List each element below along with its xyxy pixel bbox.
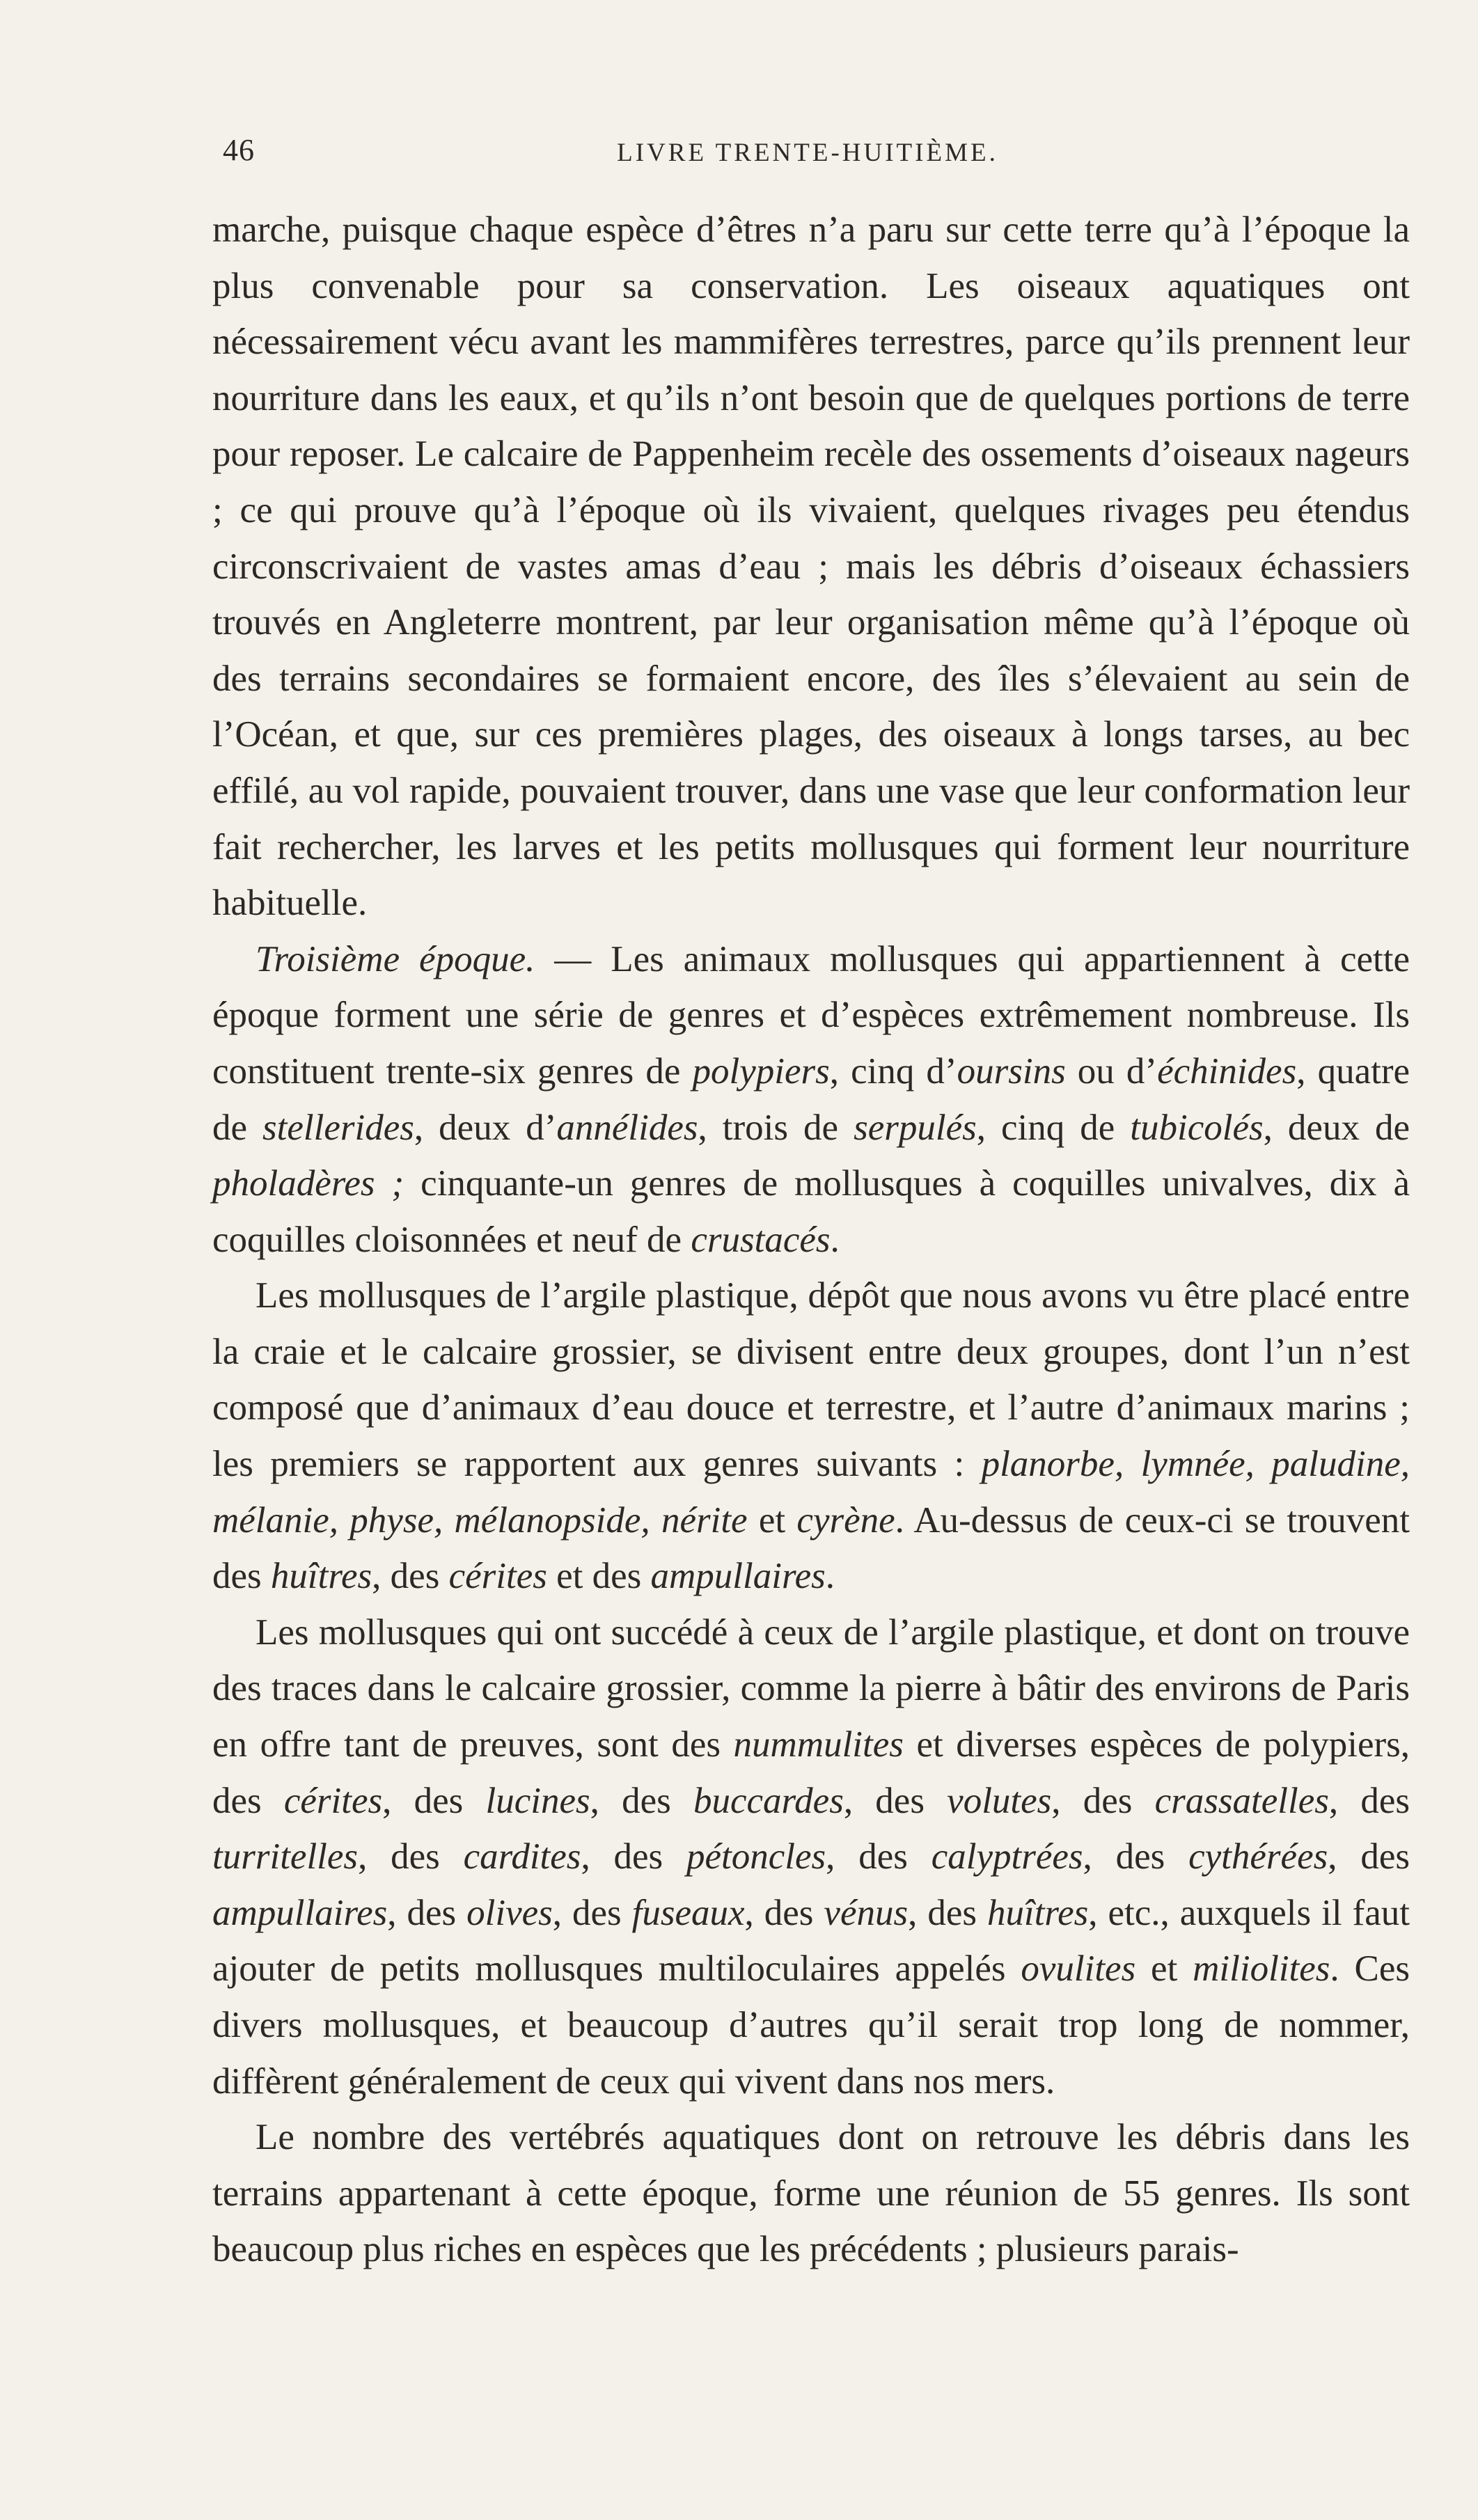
text-run: , des xyxy=(908,1892,987,1933)
taxon-term: cyrène xyxy=(796,1499,895,1541)
taxon-term: planorbe, lymnée, paludine, mélanie, physe, mélanopside, nérite xyxy=(212,1444,1410,1541)
text-run: , deux d’ xyxy=(414,1107,557,1148)
taxon-term: cythérées xyxy=(1188,1836,1328,1877)
taxon-term: échinides xyxy=(1157,1050,1297,1092)
taxon-term: vénus xyxy=(824,1892,909,1933)
taxon-term: tubicolés xyxy=(1130,1107,1264,1148)
taxon-term: ovulites xyxy=(1021,1948,1136,1990)
taxon-term: fuseaux xyxy=(631,1892,745,1933)
paragraph-vertebres-aquatiques: Le nombre des vertébrés aquatiques dont on retrouve les débris dans les terrains appartenant à cette époque, forme une réunion de 55 genres. Ils sont beaucoup plus riches en espèces que les précédents ; plusieurs parais- xyxy=(212,2117,1410,2270)
paragraph-troisieme-epoque xyxy=(212,931,1410,1268)
text-run: et xyxy=(747,1499,797,1541)
text-run: , quatre de xyxy=(212,1050,1410,1148)
taxon-term: cérites xyxy=(448,1556,547,1597)
text-run: . xyxy=(830,1219,840,1260)
paragraph-argile-plastique xyxy=(212,1268,1410,1605)
page-header xyxy=(209,132,1406,174)
taxon-term: crustacés xyxy=(691,1219,831,1260)
text-run: — Les animaux mollusques qui appartiennent à cette époque forment une série de genres et d’espèces extrêmement nombreuse. Ils constituent trente-six genres de xyxy=(212,938,1410,1092)
text-run: , des xyxy=(1051,1780,1155,1821)
taxon-term: pétoncles xyxy=(686,1836,826,1877)
taxon-term: serpulés xyxy=(854,1107,977,1148)
page-number: 46 xyxy=(223,133,255,167)
taxon-term: buccardes xyxy=(693,1780,844,1821)
text-run: . Au-dessus de ceux-ci se trouvent des xyxy=(212,1499,1410,1597)
section-heading-troisieme-epoque: Troisième époque. xyxy=(255,938,535,979)
paragraph-continuation: marche, puisque chaque espèce d’êtres n’a paru sur cette terre qu’à l’époque la plus convenable pour sa conservation. Les oiseaux aquatiques ont nécessairement vécu avant les mammifères terrestres, parce qu’ils prennent leur nourriture dans les eaux, et qu’ils n’ont besoin que de quelques portions de terre pour reposer. Le calcaire de Pappenheim recèle des ossements d’oiseaux nageurs ; ce qui prouve qu’à l’époque où ils vivaient, quelques rivages peu étendus circonscrivaient de vastes amas d’eau ; mais les débris d’oiseaux échassiers trouvés en Angleterre montrent, par leur organisation même qu’à l’époque où des terrains secondaires se formaient encore, des îles s’élevaient au sein de l’Océan, et que, sur ces premières plages, des oiseaux à longs tarses, au bec effilé, au vol rapide, pouvaient trouver, dans une vase que leur conformation leur fait rechercher, les larves et les petits mollusques qui forment leur nourriture habituelle. xyxy=(212,210,1410,924)
taxon-term: volutes xyxy=(947,1780,1052,1821)
taxon-term: lucines xyxy=(485,1780,590,1821)
taxon-term: miliolites xyxy=(1193,1948,1330,1990)
text-run: et des xyxy=(547,1556,651,1597)
text-run: , des xyxy=(1328,1836,1410,1877)
paragraph-calcaire-grossier xyxy=(212,1605,1410,2109)
taxon-term: calyptrées xyxy=(931,1836,1083,1877)
text-run: , deux de xyxy=(1263,1107,1410,1148)
taxon-term: cérites xyxy=(283,1780,383,1821)
text-run: , des xyxy=(372,1556,449,1597)
taxon-term: ampullaires xyxy=(650,1556,826,1597)
taxon-term: oursins xyxy=(957,1050,1066,1092)
body-text xyxy=(212,202,1410,2278)
text-run: , trois de xyxy=(698,1107,854,1148)
taxon-term: pholadères ; xyxy=(212,1163,404,1204)
taxon-term: huîtres xyxy=(270,1556,372,1597)
text-run: , des xyxy=(387,1892,467,1933)
text-run: , des xyxy=(1083,1836,1189,1877)
text-run: , des xyxy=(843,1780,948,1821)
taxon-term: stellerides xyxy=(262,1107,414,1148)
taxon-term: turritelles xyxy=(212,1836,359,1877)
text-run: , des xyxy=(744,1892,824,1933)
taxon-term: olives xyxy=(466,1892,553,1933)
taxon-term: ampullaires xyxy=(212,1892,388,1933)
text-run: ou d’ xyxy=(1065,1050,1158,1092)
text-run: , des xyxy=(552,1892,632,1933)
text-run: , des xyxy=(590,1780,693,1821)
taxon-term: polypiers xyxy=(692,1050,830,1092)
taxon-term: nummulites xyxy=(733,1724,904,1765)
text-run: , cinq de xyxy=(976,1107,1131,1148)
text-run: , etc., auxquels il faut ajouter de petits mollusques multiloculaires appelés xyxy=(212,1892,1410,1990)
text-run: , des xyxy=(358,1836,464,1877)
text-run: et diverses espèces de polypiers, des xyxy=(212,1724,1410,1821)
text-run: , des xyxy=(581,1836,687,1877)
text-run: Les mollusques de l’argile plastique, dépôt que nous avons vu être placé entre la craie et le calcaire grossier, se divisent entre deux groupes, dont l’un n’est composé que d’animaux d’eau douce et terrestre, et l’autre d’animaux marins ; les premiers se rapportent aux genres suivants : xyxy=(212,1275,1410,1485)
text-run: cinquante-un genres de mollusques à coquilles univalves, dix à coquilles cloisonnées et neuf de xyxy=(212,1163,1410,1260)
text-run: , des xyxy=(826,1836,931,1877)
taxon-term: crassatelles xyxy=(1154,1780,1329,1821)
taxon-term: cardites xyxy=(463,1836,581,1877)
text-run: . xyxy=(825,1556,835,1597)
text-run: , des xyxy=(382,1780,486,1821)
taxon-term: huîtres xyxy=(986,1892,1089,1933)
text-run: et xyxy=(1135,1948,1193,1990)
text-run: , des xyxy=(1328,1780,1410,1821)
text-run: Les mollusques qui ont succédé à ceux de l’argile plastique, et dont on trouve des traces dans le calcaire grossier, comme la pierre à bâtir des environs de Paris en offre tant de preuves, sont des xyxy=(212,1612,1410,1765)
text-run: . Ces divers mollusques, et beaucoup d’autres qu’il serait trop long de nommer, diffèrent généralement de ceux qui vivent dans nos mers. xyxy=(212,1948,1410,2102)
running-head: LIVRE TRENTE-HUITIÈME. xyxy=(617,139,998,167)
text-run: , cinq d’ xyxy=(829,1050,957,1092)
taxon-term: annélides xyxy=(556,1107,698,1148)
